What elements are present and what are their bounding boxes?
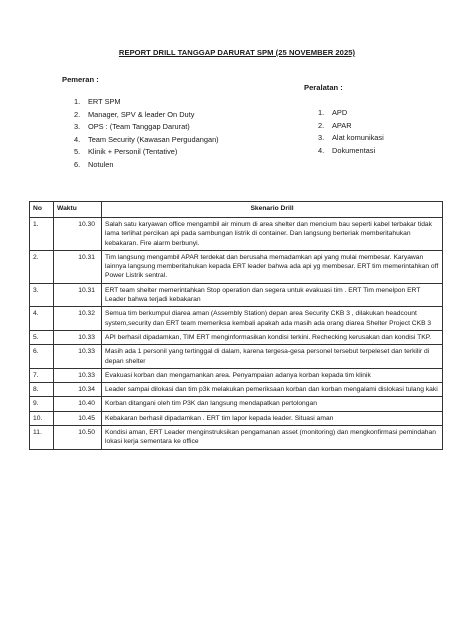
peralatan-item-text: APAR	[332, 120, 352, 130]
row-waktu: 10.32	[54, 307, 102, 331]
peralatan-item	[318, 145, 384, 158]
peralatan-item	[318, 132, 384, 145]
row-no: 11.	[30, 426, 54, 450]
table-row	[30, 383, 443, 397]
row-skenario: API berhasil dipadamkan, TIM ERT menginformasikan kondisi terkini. Rechecking kerusakan dan kondisi TKP.	[102, 330, 443, 344]
pemeran-item	[74, 96, 219, 109]
report-title: REPORT DRILL TANGGAP DARURAT SPM (25 NOVEMBER 2025)	[118, 48, 356, 57]
table-row	[30, 250, 443, 283]
peralatan-item-number: 1.	[318, 108, 325, 117]
row-skenario: Kebakaran berhasil dipadamkan . ERT tim lapor kepada leader. Situasi aman	[102, 411, 443, 425]
pemeran-item-text: Manager, SPV & leader On Duty	[88, 109, 195, 119]
row-waktu: 10.45	[54, 411, 102, 425]
row-no: 4.	[30, 307, 54, 331]
row-no: 7.	[30, 368, 54, 382]
table-row	[30, 307, 443, 331]
row-skenario: ERT team shelter memerintahkan Stop operation dan segera untuk evakuasi tim . ERT Tim menelpon ERT Leader bahwa terjadi kebakaran	[102, 283, 443, 307]
header-skenario: Skenario Drill	[102, 202, 443, 218]
peralatan-item-number: 2.	[318, 120, 325, 130]
row-no: 10.	[30, 411, 54, 425]
row-skenario: Korban ditangani oleh tim P3K dan langsung mendapatkan pertolongan	[102, 397, 443, 411]
row-waktu: 10.33	[54, 345, 102, 369]
row-skenario: Tim langsung mengambil APAR terdekat dan berusaha memadamkan api yang mulai membesar. Karyawan lainnya langsung memberitahukan kepada ERT leader bahwa ada api yg membesar. ERT tim memerintahkan off Power Listrik sentral.	[102, 250, 443, 283]
table-row	[30, 426, 443, 450]
peralatan-item	[318, 107, 384, 120]
peralatan-item-number: 4.	[318, 145, 325, 155]
table-row	[30, 283, 443, 307]
pemeran-list	[74, 96, 219, 172]
peralatan-heading: Peralatan :	[304, 83, 343, 92]
pemeran-item	[74, 159, 219, 172]
row-no: 2.	[30, 250, 54, 283]
row-skenario: Semua tim berkumpul diarea aman (Assembly Station) depan area Security CKB 3 , dilakukan headcount system,security dan ERT team memeriksa kembali apakah ada masih ada orang diarea Shelter Project CKB 3	[102, 307, 443, 331]
peralatan-item-text: APD	[332, 108, 348, 117]
row-no: 5.	[30, 330, 54, 344]
pemeran-item	[74, 109, 219, 122]
row-skenario: Masih ada 1 personil yang tertinggal di dalam, karena tergesa-gesa personel tersebut terpeleset dan terkilir di depan shelter	[102, 345, 443, 369]
row-waktu: 10.34	[54, 383, 102, 397]
pemeran-item	[74, 146, 219, 159]
row-skenario: Evakuasi korban dan mengamankan area. Penyampaian adanya korban kepada tim klinik	[102, 368, 443, 382]
header-waktu: Waktu	[54, 202, 102, 218]
row-waktu: 10.31	[54, 283, 102, 307]
row-waktu: 10.31	[54, 250, 102, 283]
row-skenario: Salah satu karyawan office mengambil air minum di area shelter dan mencium bau seperti kabel terbakar tidak lama terlihat percikan api pada sambungan listrik di container. Dan langsung berteriak memberitahukan kebakaran. Fire alarm berbunyi.	[102, 218, 443, 251]
pemeran-item-text: Klinik + Personil (Tentative)	[88, 147, 178, 157]
peralatan-list	[318, 107, 384, 157]
row-no: 3.	[30, 283, 54, 307]
pemeran-item-number: 2.	[74, 109, 81, 119]
pemeran-item	[74, 121, 219, 134]
row-no: 1.	[30, 218, 54, 251]
row-waktu: 10.33	[54, 368, 102, 382]
header-no: No	[30, 202, 54, 218]
table-row	[30, 218, 443, 251]
table-row	[30, 411, 443, 425]
peralatan-item-text: Dokumentasi	[332, 145, 376, 155]
row-no: 9.	[30, 397, 54, 411]
table-row	[30, 345, 443, 369]
row-no: 8.	[30, 383, 54, 397]
peralatan-item-number: 3.	[318, 133, 325, 143]
table-row	[30, 368, 443, 382]
table-header-row	[30, 202, 443, 218]
pemeran-item-number: 5.	[74, 147, 81, 157]
table-row	[30, 397, 443, 411]
table-row	[30, 330, 443, 344]
row-waktu: 10.33	[54, 330, 102, 344]
pemeran-item-text: Notulen	[88, 159, 114, 169]
pemeran-item-number: 4.	[74, 134, 81, 144]
pemeran-item-number: 1.	[74, 97, 81, 106]
pemeran-item-number: 6.	[74, 159, 81, 169]
drill-scenario-table	[29, 201, 443, 450]
pemeran-item	[74, 134, 219, 147]
row-waktu: 10.30	[54, 218, 102, 251]
pemeran-item-text: Team Security (Kawasan Pergudangan)	[88, 134, 219, 144]
pemeran-heading: Pemeran :	[62, 75, 99, 84]
pemeran-item-number: 3.	[74, 122, 81, 132]
peralatan-item	[318, 120, 384, 133]
row-no: 6.	[30, 345, 54, 369]
row-waktu: 10.50	[54, 426, 102, 450]
pemeran-item-text: OPS : (Team Tanggap Darurat)	[88, 122, 190, 132]
row-waktu: 10.40	[54, 397, 102, 411]
pemeran-item-text: ERT SPM	[88, 97, 121, 106]
row-skenario: Leader sampai dilokasi dan tim p3k melakukan pemeriksaan korban dan korban mengalami dislokasi tulang kaki	[102, 383, 443, 397]
peralatan-item-text: Alat komunikasi	[332, 133, 384, 143]
row-skenario: Kondisi aman, ERT Leader menginstruksikan pengamanan asset (monitoring) dan mengkonfirmasi pemindahan lokasi kerja sementara ke office	[102, 426, 443, 450]
